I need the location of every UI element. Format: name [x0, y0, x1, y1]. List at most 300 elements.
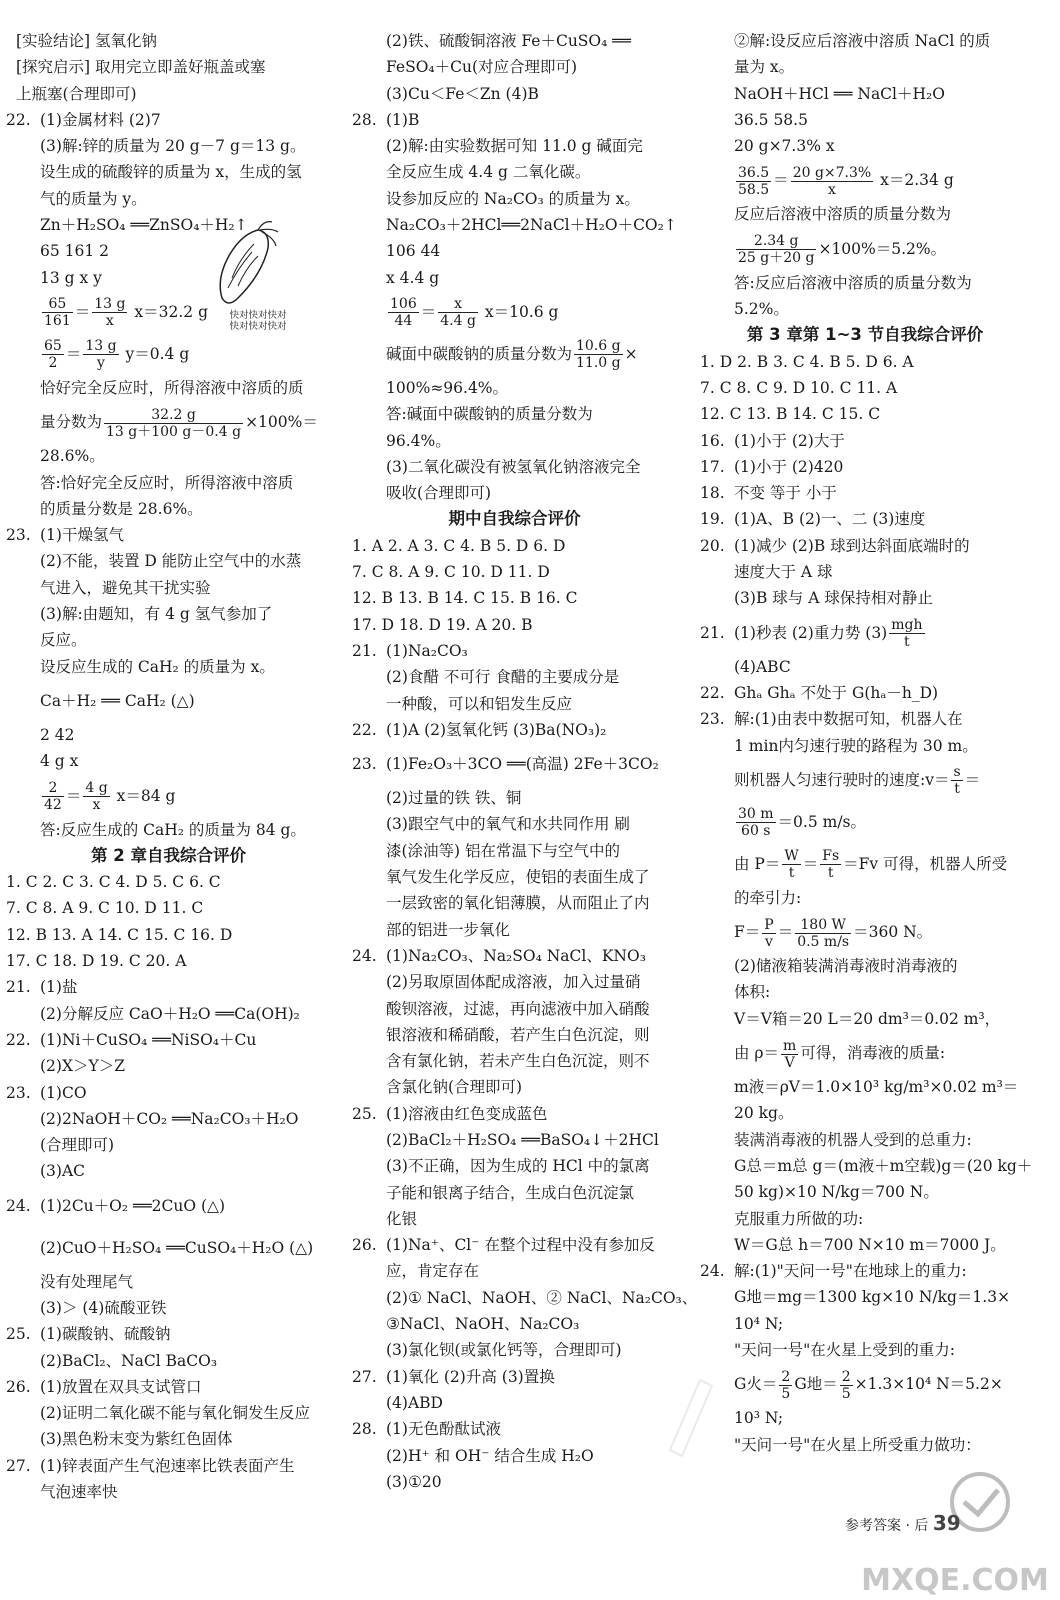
line-text: FeSO₄＋Cu(对应合理即可): [386, 58, 578, 77]
fraction: [104, 407, 243, 440]
line-text: 20 kg。: [734, 1104, 794, 1123]
line-text: 设生成的硫酸锌的质量为 x，生成的氢: [40, 163, 302, 182]
answer-line: [6, 817, 331, 843]
line-text: x＝10.6 g: [479, 302, 559, 321]
answer-line: [6, 1348, 331, 1374]
fraction-denominator: 60 s: [741, 823, 771, 840]
answer-line: [6, 186, 331, 212]
question-number: 22.: [700, 683, 725, 702]
answer-line: [352, 917, 677, 943]
line-prefix: 由 P＝: [734, 854, 781, 873]
line-text: 100%≈96.4%。: [386, 378, 509, 397]
answer-line: [6, 1295, 331, 1321]
answer-line: [700, 428, 1030, 454]
fraction-denominator: t: [904, 634, 910, 651]
answer-line: [6, 81, 331, 107]
line-text: (1)A、B (2)一、二 (3)速度: [734, 510, 926, 529]
line-text: G总＝m总 g＝(m液＋m空载)g＝(20 kg＋: [734, 1156, 1033, 1175]
line-text: (1)CO: [40, 1083, 87, 1102]
line-text: (3)不正确，因为生成的 HCl 中的氯离: [386, 1157, 650, 1176]
watermark-pencil: [660, 1370, 720, 1460]
answer-line: [352, 838, 677, 864]
line-text: (2)过量的铁 铁、铜: [386, 789, 522, 808]
line-text: y＝0.4 g: [120, 344, 190, 363]
answer-line: [6, 748, 331, 774]
answer-line: [352, 785, 677, 811]
line-text: 没有处理尾气: [40, 1272, 134, 1291]
line-text: 反应。: [40, 631, 87, 650]
line-text: 4 g x: [40, 752, 79, 771]
answer-line: [352, 81, 677, 107]
line-text: (1)小于 (2)大于: [734, 431, 845, 450]
section-heading: [6, 843, 331, 869]
answer-line: [700, 953, 1030, 979]
line-text: 可得，消毒液的质量:: [800, 1044, 946, 1063]
answer-line: [6, 1227, 331, 1269]
line-text: [探究启示] 取用完立即盖好瓶盖或塞: [16, 58, 266, 77]
page-footer: [845, 1511, 961, 1535]
line-text: (3)Cu＜Fe＜Zn (4)B: [386, 84, 539, 103]
question-number: 25.: [352, 1104, 377, 1123]
answer-line: [700, 1405, 1030, 1431]
fraction: [889, 617, 924, 650]
question-number: 26.: [352, 1236, 377, 1255]
question-number: 16.: [700, 431, 725, 450]
answer-line: [700, 585, 1030, 611]
line-text: (1)2Cu＋O₂ ══2CuO (△): [40, 1196, 226, 1215]
line-text: 设反应生成的 CaH₂ 的质量为 x。: [40, 657, 275, 676]
fraction-numerator: P: [764, 916, 774, 933]
question-number: 24.: [6, 1196, 31, 1215]
fraction-denominator: 4.4 g: [440, 313, 476, 330]
answer-line: [700, 1432, 1030, 1458]
line-text: 全反应生成 4.4 g 二氧化碳。: [386, 163, 591, 182]
watermark-logo: [860, 1472, 1050, 1600]
answer-line: [700, 349, 1030, 375]
line-text: (3)＞ (4)硫酸亚铁: [40, 1298, 167, 1317]
fraction-numerator: 13 g: [94, 296, 126, 313]
answer-line: [700, 454, 1030, 480]
fraction-numerator: 2.34 g: [736, 233, 816, 250]
question-number: 20.: [700, 536, 725, 555]
answer-line: [352, 1416, 677, 1442]
line-text: (1)锌表面产生气泡速率比铁表面产生: [40, 1456, 295, 1475]
line-text: 解:(1)由表中数据可知，机器人在: [734, 710, 963, 729]
line-text: 装满消毒液的机器人受到的总重力:: [734, 1130, 972, 1149]
question-number: 26.: [6, 1377, 31, 1396]
question-number: 23.: [6, 526, 31, 545]
fraction-numerator: 36.5: [738, 164, 770, 181]
fraction: [42, 338, 64, 371]
fraction-denominator: 42: [44, 797, 62, 814]
fraction: [574, 338, 623, 371]
answer-line: [352, 996, 677, 1022]
answer-line: [352, 1311, 677, 1337]
line-text: (1)无色酚酞试液: [386, 1420, 501, 1439]
answer-line: [700, 1006, 1030, 1032]
line-text: 10⁴ N;: [734, 1314, 784, 1333]
line-text: ×100%＝5.2%。: [818, 239, 947, 258]
fraction: [795, 917, 851, 950]
line-text: (1)放置在双具支试管口: [40, 1377, 202, 1396]
line-text: ＝Fv 可得，机器人所受: [843, 854, 1008, 873]
line-text: NaOH＋HCl ══ NaCl＋H₂O: [734, 84, 945, 103]
answer-line: [352, 28, 677, 54]
line-text: (4)ABC: [734, 657, 791, 676]
line-text: 含有氯化钠，若未产生白色沉淀，则不: [386, 1052, 650, 1071]
line-text: (3)黑色粉末变为紫红色固体: [40, 1430, 233, 1449]
answer-line: $\frac{65}{2}$ ＝ $\frac{13 g}{y}$ y＝0.4 g: [44, 338, 190, 372]
answer-line: [6, 1374, 331, 1400]
line-text: 13 g x y: [40, 268, 102, 287]
line-text: 的牵引力:: [734, 888, 802, 907]
line-text: ×1.3×10⁴ N＝5.2×: [854, 1375, 1003, 1394]
carrot-illustration: [212, 218, 280, 310]
answer-line: [700, 533, 1030, 559]
answer-line: 由 P＝ $\frac{W}{t}$ ＝ $\frac{Fs}{t}$ ＝Fv 可得，机器人所受: [734, 848, 1008, 882]
answer-line: [352, 1127, 677, 1153]
answer-line: [352, 1337, 677, 1363]
answer-line: [700, 1074, 1030, 1100]
fraction-denominator: 44: [394, 313, 413, 330]
fraction-numerator: 10.6 g: [576, 338, 621, 355]
question-number: 23.: [352, 755, 377, 774]
answer-line: [6, 1001, 331, 1027]
line-text: 答:恰好完全反应时，所得溶液中溶质: [40, 473, 294, 492]
line-text: 12. C 13. B 14. C 15. C: [700, 405, 881, 424]
fraction: [438, 296, 478, 329]
line-text: [实验结论] 氢氧化钠: [16, 32, 158, 50]
line-text: 恰好完全反应时，所得溶液中溶质的质: [40, 378, 304, 397]
question-number: 24.: [700, 1262, 725, 1281]
line-text: x 4.4 g: [386, 268, 440, 287]
line-text: 第 2 章自我综合评价: [91, 845, 246, 865]
answer-line: [352, 1364, 677, 1390]
answer-line: [352, 159, 677, 185]
carrot-caption: 快对快对快对 快对快对快对: [229, 310, 287, 332]
line-text: (1)Ni＋CuSO₄ ══NiSO₄＋Cu: [40, 1030, 257, 1049]
line-text: 5.2%。: [734, 300, 789, 319]
answer-line: [6, 1132, 331, 1158]
question-number: 19.: [700, 510, 725, 529]
line-text: 10³ N;: [734, 1409, 784, 1428]
answer-line: [700, 228, 1030, 270]
line-text: 1. D 2. B 3. C 4. B 5. D 6. A: [700, 352, 914, 371]
line-text: 气泡速率快: [40, 1483, 118, 1502]
answer-line: [700, 885, 1030, 911]
answer-line: [352, 585, 677, 611]
fraction: [83, 338, 118, 371]
fraction: [736, 233, 816, 266]
line-text: (1)B: [386, 110, 420, 129]
line-text: ＝: [964, 770, 981, 789]
answer-line: $\frac{65}{161}$ ＝ $\frac{13 g}{x}$ x＝32.2 g: [44, 296, 209, 330]
fraction: [840, 1369, 853, 1402]
line-text: 期中自我综合评价: [448, 509, 581, 529]
question-number: 22.: [6, 1030, 31, 1049]
answer-line: [700, 801, 1030, 843]
answer-line: [700, 270, 1030, 296]
question-number: 27.: [6, 1456, 31, 1475]
fraction: [42, 296, 73, 329]
line-text: 漆(涂油等) 铝在常温下与空气中的: [386, 841, 621, 860]
line-text: G地＝: [794, 1375, 838, 1394]
answer-line: [6, 238, 331, 264]
line-text: (2)① NaCl、NaOH、② NaCl、Na₂CO₃、: [386, 1288, 698, 1307]
answer-line: [352, 638, 677, 664]
answer-line: [6, 895, 331, 921]
fraction-numerator: 65: [42, 296, 73, 313]
answer-line: $\frac{2}{42}$ ＝ $\frac{4 g}{x}$ x＝84 g: [44, 780, 176, 814]
fraction-denominator: 25 g＋20 g: [738, 250, 815, 267]
line-text: 1. A 2. A 3. C 4. B 5. D 6. D: [352, 536, 566, 555]
fraction-numerator: 65: [44, 338, 62, 355]
answer-line: $\frac{106}{44}$ ＝ $\frac{x}{4.4 g}$ x＝10.6 g: [390, 296, 559, 330]
fraction-numerator: mgh: [891, 617, 923, 634]
answer-line: [6, 1027, 331, 1053]
line-text: 17. D 18. D 19. A 20. B: [352, 615, 533, 634]
line-text: 化银: [386, 1209, 418, 1228]
line-text: x＝32.2 g: [129, 302, 209, 321]
line-text: (2)分解反应 CaO＋H₂O ══Ca(OH)₂: [40, 1004, 300, 1023]
line-text: (2)不能，装置 D 能防止空气中的水蒸: [40, 552, 302, 571]
line-text: (3)AC: [40, 1162, 86, 1181]
answer-line: [6, 575, 331, 601]
fraction-denominator: 11.0 g: [576, 355, 621, 372]
line-text: 1. C 2. C 3. C 4. D 5. C 6. C: [6, 873, 221, 892]
line-text: 的质量分数是 28.6%。: [40, 499, 203, 518]
line-text: (2)X＞Y＞Z: [40, 1057, 125, 1076]
line-text: (2)证明二氧化碳不能与氧化铜发生反应: [40, 1404, 310, 1423]
answer-line: [6, 1479, 331, 1505]
answer-line: [6, 722, 331, 748]
answer-line: [700, 296, 1030, 322]
answer-line: [700, 706, 1030, 732]
line-text: (2)储液箱装满消毒液时消毒液的: [734, 957, 958, 976]
answer-line: [700, 107, 1030, 133]
answer-column-left: [6, 28, 331, 1505]
answer-line: [6, 627, 331, 653]
fraction-denominator: x: [105, 313, 114, 330]
answer-line: [6, 265, 331, 291]
question-number: 21.: [352, 641, 377, 660]
line-text: Zn＋H₂SO₄ ══ZnSO₄＋H₂↑: [40, 216, 248, 235]
question-number: 27.: [352, 1367, 377, 1386]
line-text: Ca＋H₂ ══ CaH₂ (△): [40, 691, 195, 710]
answer-line: [700, 133, 1030, 159]
fraction-denominator: t: [788, 865, 795, 882]
line-text: ③NaCl、NaOH、Na₂CO₃: [386, 1315, 580, 1334]
answer-line: [700, 480, 1030, 506]
line-text: (1)秒表 (2)重力势 (3): [734, 623, 888, 642]
fraction-denominator: y: [97, 355, 105, 372]
answer-line: [700, 1032, 1030, 1074]
answer-line: [6, 107, 331, 133]
answer-line: [6, 548, 331, 574]
answer-line: [6, 654, 331, 680]
fraction-numerator: 20 g×7.3%: [792, 164, 872, 181]
line-text: (2)2NaOH＋CO₂ ══Na₂CO₃＋H₂O: [40, 1109, 299, 1128]
answer-line: [352, 428, 677, 454]
line-text: "天问一号"在火星上所受重力做功：: [734, 1435, 981, 1454]
line-text: 12. B 13. A 14. C 15. C 16. D: [6, 925, 233, 944]
fraction: [762, 917, 775, 950]
answer-line: [700, 375, 1030, 401]
line-text: m液＝ρV＝1.0×10³ kg/m³×0.02 m³＝: [734, 1078, 1019, 1097]
answer-line: [6, 1053, 331, 1079]
fraction-numerator: s: [953, 764, 961, 781]
answer-line: [352, 54, 677, 80]
answer-line: [700, 1153, 1033, 1179]
answer-line: [700, 201, 1030, 227]
line-text: 50 kg)×10 N/kg＝700 N。: [734, 1183, 939, 1202]
answer-line: [700, 54, 1030, 80]
fraction: [736, 165, 771, 198]
line-prefix: 量分数为: [40, 413, 103, 432]
fraction-denominator: v: [765, 933, 773, 950]
answer-line: [352, 1285, 698, 1311]
answer-line: [6, 1321, 331, 1347]
answer-line: [6, 212, 331, 238]
answer-line: [700, 759, 1030, 801]
line-text: 答:反应后溶液中溶质的质量分数为: [734, 273, 972, 292]
answer-line: [352, 1258, 677, 1284]
line-text: (1)Na₂CO₃: [386, 641, 468, 660]
line-text: ×: [624, 344, 638, 363]
fraction-denominator: 161: [44, 313, 71, 330]
line-text: V＝V箱＝20 L＝20 dm³＝0.02 m³，: [734, 1009, 1001, 1028]
line-text: (2)CuO＋H₂SO₄ ══CuSO₄＋H₂O (△): [40, 1238, 314, 1257]
fraction: [951, 764, 962, 797]
line-text: 不变 等于 小于: [734, 484, 837, 503]
answer-line: [700, 506, 1030, 532]
line-text: (2)食醋 不可行 食醋的主要成分是: [386, 668, 620, 687]
line-text: 2 42: [40, 725, 75, 744]
question-number: 21.: [700, 623, 725, 642]
line-text: (2)H⁺ 和 OH⁻ 结合生成 H₂O: [386, 1446, 594, 1465]
fraction-numerator: x: [438, 296, 478, 313]
line-text: (3)跟空气中的氧气和水共同作用 刷: [386, 815, 630, 834]
fraction-numerator: 32.2 g: [104, 407, 243, 424]
line-text: 含氯化钠(合理即可): [386, 1078, 523, 1097]
line-text: x＝84 g: [111, 786, 176, 805]
line-text: 1 min内匀速行驶的路程为 30 m。: [734, 736, 978, 755]
line-text: (1)氧化 (2)升高 (3)置换: [386, 1367, 555, 1386]
fraction-denominator: 0.5 m/s: [797, 933, 850, 950]
line-prefix: G火＝: [734, 1375, 778, 1394]
fraction-denominator: x: [92, 797, 101, 814]
answer-line: [352, 691, 677, 717]
answer-line: [6, 470, 331, 496]
line-text: (2)另取原固体配成溶液，加入过量硝: [386, 973, 641, 992]
answer-line: F＝ $\frac{P}{v}$ ＝ $\frac{180 W}{0.5 m/s}$ ＝360 N。: [734, 916, 933, 950]
answer-line: [6, 375, 331, 401]
fraction: [42, 780, 64, 813]
answer-line: [700, 401, 1030, 427]
line-text: 答:反应生成的 CaH₂ 的质量为 84 g。: [40, 820, 306, 839]
line-text: "天问一号"在火星上受到的重力:: [734, 1340, 955, 1359]
answer-line: [352, 1469, 677, 1495]
line-text: (2)BaCl₂、NaCl BaCO₃: [40, 1351, 218, 1370]
question-number: 18.: [700, 484, 725, 503]
question-number: 25.: [6, 1325, 31, 1344]
line-text: 设参加反应的 Na₂CO₃ 的质量为 x。: [386, 189, 640, 208]
line-text: (1)干燥氢气: [40, 526, 124, 545]
fraction-denominator: t: [827, 865, 834, 882]
answer-line: [6, 401, 331, 443]
question-number: 17.: [700, 457, 725, 476]
answer-line: [6, 28, 331, 54]
answer-line: [700, 733, 1030, 759]
fraction-denominator: x: [828, 181, 836, 198]
line-text: 气进入，避免其干扰实验: [40, 578, 211, 597]
answer-line: [352, 1180, 677, 1206]
line-text: x＝2.34 g: [875, 171, 954, 190]
fraction-numerator: 180 W: [795, 917, 851, 934]
fraction-denominator: t: [954, 781, 960, 798]
answer-line: [352, 1232, 677, 1258]
line-text: (3)B 球与 A 球保持相对静止: [734, 589, 933, 608]
answer-line: [352, 186, 677, 212]
line-text: 一层致密的氧化铝薄膜，从而阻止了内: [386, 894, 650, 913]
line-text: (1)Na₂CO₃、Na₂SO₄ NaCl、KNO₃: [386, 946, 646, 965]
question-number: 22.: [352, 720, 377, 739]
answer-line: [6, 922, 331, 948]
line-text: Na₂CO₃＋2HCl══2NaCl＋H₂O＋CO₂↑: [386, 216, 677, 235]
line-text: 速度大于 A 球: [734, 563, 833, 582]
line-text: 7. C 8. C 9. D 10. C 11. A: [700, 378, 898, 397]
line-text: 酸钡溶液，过滤，再向滤液中加入硝酸: [386, 999, 650, 1018]
answer-line: [6, 948, 331, 974]
answer-line: [352, 717, 677, 743]
fraction-denominator: 5: [841, 1385, 851, 1402]
answer-line: [700, 1258, 1030, 1284]
answer-line: [700, 1232, 1030, 1258]
line-text: (3)解:锌的质量为 20 g－7 g＝13 g。: [40, 137, 306, 156]
line-text: (1)小于 (2)420: [734, 457, 844, 476]
answer-line: [6, 869, 331, 895]
fraction-numerator: 4 g: [85, 780, 108, 797]
line-text: (2)BaCl₂＋H₂SO₄ ══BaSO₄↓＋2HCl: [386, 1130, 659, 1149]
answer-line: [352, 454, 677, 480]
answer-line: [352, 212, 677, 238]
answer-line: [6, 1269, 331, 1295]
line-text: 银溶液和稀硝酸，若产生白色沉淀，则: [386, 1025, 650, 1044]
answer-column-right: [700, 28, 1033, 1458]
answer-line: [700, 1337, 1030, 1363]
fraction-denominator: 5: [781, 1385, 791, 1402]
fraction: [820, 848, 841, 881]
line-text: (1)盐: [40, 978, 78, 997]
line-text: (3)解:由题知，有 4 g 氢气参加了: [40, 605, 273, 624]
line-prefix: 碱面中碳酸钠的质量分数为: [386, 344, 573, 363]
answer-line: [352, 533, 677, 559]
answer-line: [700, 81, 1030, 107]
line-text: 106 44: [386, 242, 441, 261]
answer-line: [6, 522, 331, 548]
question-number: 23.: [6, 1083, 31, 1102]
answer-line: [352, 133, 677, 159]
answer-line: [352, 480, 677, 506]
line-text: ②解:设反应后溶液中溶质 NaCl 的质: [734, 32, 991, 50]
answer-line: [6, 601, 331, 627]
line-text: 氧气发生化学反应，使铝的表面生成了: [386, 868, 650, 887]
fraction-numerator: Fs: [822, 848, 840, 865]
line-text: (1)Fe₂O₃＋3CO ══(高温) 2Fe＋3CO₂: [386, 755, 659, 774]
answer-line: [352, 1101, 677, 1127]
answer-line: [6, 1453, 331, 1479]
line-text: Ghₐ Ghₐ 不处于 G(hₐ－h_D): [734, 683, 939, 702]
